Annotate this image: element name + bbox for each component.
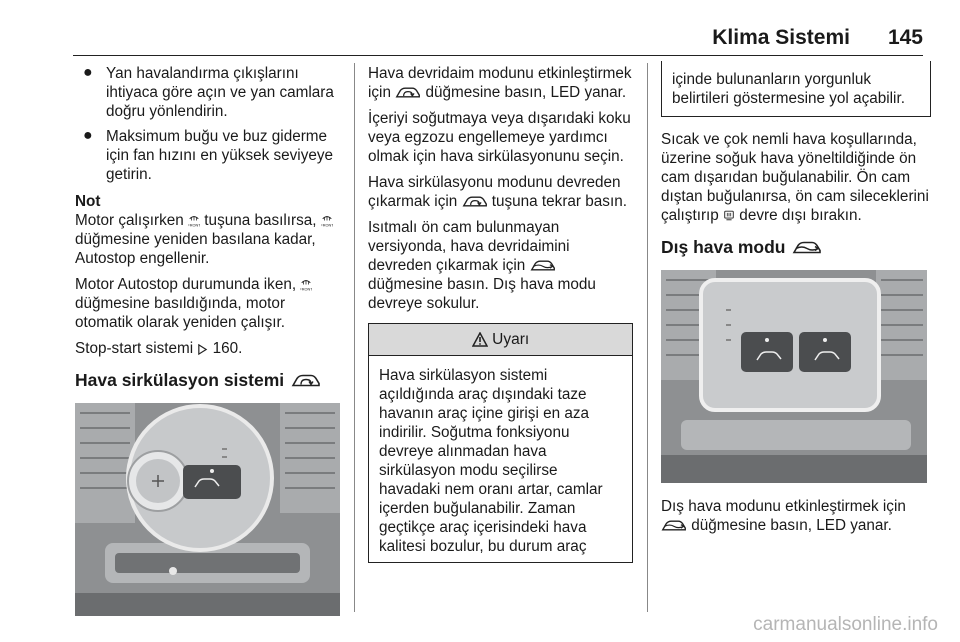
section-heading-outside-air: Dış hava modu: [661, 238, 931, 257]
bullet-icon: ●: [83, 64, 93, 81]
front-defrost-icon: [188, 213, 200, 228]
recirculation-button-photo: [75, 403, 340, 616]
stop-start-reference: Stop-start sistemi 160.: [75, 340, 243, 357]
page-header: [0, 0, 960, 62]
warning-header: Uyarı: [369, 324, 632, 356]
outside-air-icon: [661, 518, 687, 533]
column-2: [368, 64, 633, 563]
column-divider: [647, 63, 648, 612]
warning-triangle-icon: [472, 332, 488, 347]
bullet-item: ● Maksimum buğu ve buz giderme için fan hızını en yüksek seviyeye getirin.: [83, 127, 334, 183]
note-paragraph: Motor Autostop durumunda iken, düğmesine basıldığında, motor otomatik olarak yeniden çalışır.: [75, 275, 340, 332]
section-heading-recirculation: Hava sirkülasyon sistemi: [75, 371, 340, 390]
recirculation-icon: [462, 194, 488, 209]
watermark: carmanualsonline.info: [753, 614, 938, 635]
rear-defrost-icon: [723, 208, 735, 223]
page-number: 145: [887, 26, 923, 49]
warning-body: Hava sirkülasyon sistemi açıldığında araç dışındaki taze havanın araç içine girişi en aza indirilir. Soğutma fonksiyonu devreye alınmadan hava sirkülasyon modu seçilirse havadaki nem oranı artar, camlar içerden buğulanabilir. Zaman geçtikçe araç içerisindeki hava kalitesi bozulur, bu durum araç: [379, 367, 603, 555]
outside-air-icon: [530, 258, 556, 273]
column-3: [661, 63, 931, 542]
paragraph: Hava sirkülasyonu modunu devreden çıkarmak için tuşuna tekrar basın.: [368, 174, 627, 210]
paragraph: Sıcak ve çok nemli hava koşullarında, üzerine soğuk hava yöneltildiğinde ön cam dışarıdan buğulanabilir. Ön cam dıştan buğulanırsa, ön cam sileceklerini çalıştırıp devre dışı bırakın.: [661, 131, 929, 224]
note-title: Not: [75, 193, 101, 210]
note-paragraph: Motor çalışırken tuşuna basılırsa, düğmesine yeniden basılana kadar, Autostop engellenir.: [75, 211, 340, 268]
outside-air-icon: [792, 239, 822, 256]
bullet-icon: ●: [83, 127, 93, 144]
warning-box-continued: içinde bulunanların yorgunluk belirtileri göstermesine yol açabilir.: [661, 61, 931, 117]
recirculation-icon: [291, 372, 321, 389]
column-1: [75, 64, 340, 616]
chapter-title: Klima Sistemi: [712, 26, 850, 49]
outside-air-button-photo: [661, 270, 927, 483]
paragraph: İçeriyi soğutmaya veya dışarıdaki koku veya egzozu engellemeye yardımcı olmak için hava sirkülasyonunu seçin.: [368, 110, 631, 165]
paragraph: Dış hava modunu etkinleştirmek için düğmesine basın, LED yanar.: [661, 498, 906, 534]
bullet-item: ● Yan havalandırma çıkışlarını ihtiyaca göre açın ve yan camlara doğru yönlendirin.: [83, 64, 334, 120]
warning-box: [368, 323, 633, 563]
front-defrost-icon: [300, 277, 312, 292]
paragraph: Isıtmalı ön cam bulunmayan versiyonda, hava devridaimini devreden çıkarmak için düğmesine basın. Dış hava modu devreye sokulur.: [368, 219, 596, 312]
column-divider: [354, 63, 355, 612]
header-rule: [73, 55, 923, 56]
recirculation-icon: [395, 85, 421, 100]
paragraph: Hava devridaim modunu etkinleştirmek için düğmesine basın, LED yanar.: [368, 65, 632, 101]
reference-arrow-icon: [197, 343, 208, 356]
front-defrost-icon: [321, 213, 333, 228]
